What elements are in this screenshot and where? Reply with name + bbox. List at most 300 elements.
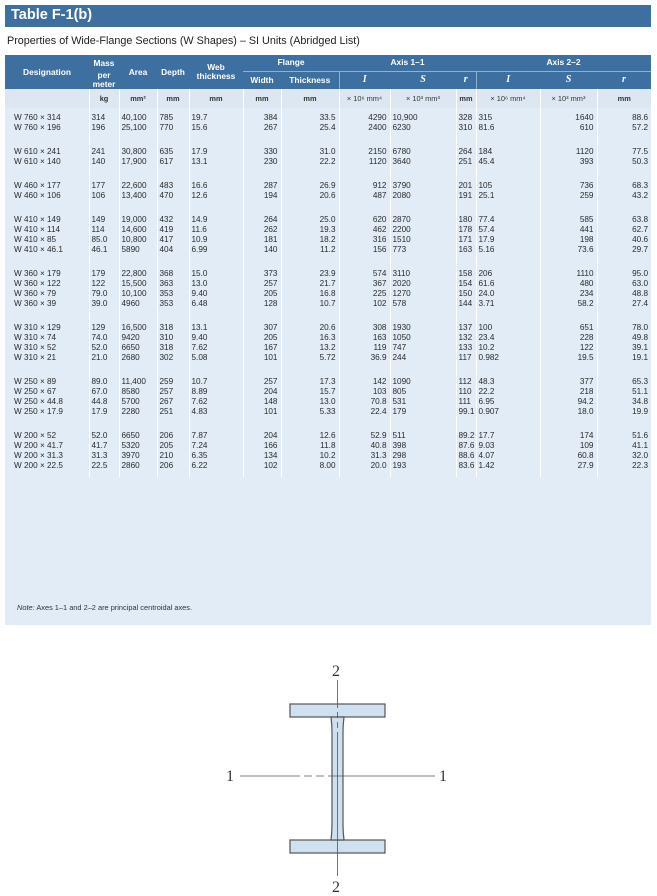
value-cell: 19.1 — [597, 353, 651, 363]
value-cell: 6.95 — [476, 397, 540, 407]
table-row — [5, 451, 651, 461]
designation-cell: W 410 × 149 — [14, 215, 61, 224]
value-cell: 14,600 — [119, 225, 157, 235]
unit-area: mm² — [119, 89, 157, 108]
value-cell: 17.9 — [189, 147, 243, 157]
value-cell: 13.0 — [189, 279, 243, 289]
value-cell: 1120 — [540, 147, 597, 157]
value-cell: 2150 — [339, 147, 390, 157]
designation-cell: W 200 × 31.3 — [14, 451, 63, 460]
value-cell: 88.6 — [456, 451, 476, 461]
group-spacer — [5, 167, 651, 181]
value-cell: 74.0 — [89, 333, 119, 343]
table-row — [5, 157, 651, 167]
col-axis22-I: I — [476, 71, 540, 89]
value-cell: 7.62 — [189, 343, 243, 353]
value-cell: 0.982 — [476, 353, 540, 363]
value-cell: 16.6 — [189, 181, 243, 191]
value-cell: 419 — [157, 225, 189, 235]
unit-web: mm — [189, 89, 243, 108]
value-cell: 8580 — [119, 387, 157, 397]
value-cell: 102 — [243, 461, 281, 471]
value-cell: 773 — [390, 245, 456, 255]
value-cell: 12.6 — [281, 431, 339, 441]
table-row — [5, 377, 651, 387]
value-cell: 251 — [456, 157, 476, 167]
axis-label-bottom: 2 — [332, 879, 340, 896]
value-cell: 2280 — [119, 407, 157, 417]
value-cell: 87.6 — [456, 441, 476, 451]
group-spacer — [5, 133, 651, 147]
value-cell: 4.83 — [189, 407, 243, 417]
designation-cell: W 310 × 74 — [14, 333, 57, 342]
table-note — [17, 603, 192, 612]
value-cell: 17.7 — [476, 431, 540, 441]
value-cell: 11.2 — [281, 245, 339, 255]
value-cell: 177 — [89, 181, 119, 191]
col-area: Area — [119, 55, 157, 89]
value-cell: 25.0 — [281, 215, 339, 225]
value-cell: 70.8 — [339, 397, 390, 407]
value-cell: 393 — [540, 157, 597, 167]
axis-label-right: 1 — [439, 768, 447, 785]
value-cell: 736 — [540, 181, 597, 191]
value-cell: 441 — [540, 225, 597, 235]
value-cell: 316 — [339, 235, 390, 245]
unit-axis22-r: mm — [597, 89, 651, 108]
value-cell: 1930 — [390, 323, 456, 333]
value-cell: 2860 — [119, 461, 157, 471]
value-cell: 314 — [89, 113, 119, 123]
value-cell: 43.2 — [597, 191, 651, 201]
value-cell: 230 — [243, 157, 281, 167]
value-cell: 462 — [339, 225, 390, 235]
value-cell: 6.22 — [189, 461, 243, 471]
value-cell: 10,800 — [119, 235, 157, 245]
value-cell: 9.40 — [189, 289, 243, 299]
value-cell: 52.9 — [339, 431, 390, 441]
value-cell: 78.0 — [597, 323, 651, 333]
value-cell: 5.08 — [189, 353, 243, 363]
value-cell: 144 — [456, 299, 476, 309]
value-cell: 785 — [157, 113, 189, 123]
value-cell: 17.9 — [476, 235, 540, 245]
value-cell: 770 — [157, 123, 189, 133]
value-cell: 206 — [476, 269, 540, 279]
value-cell: 368 — [157, 269, 189, 279]
properties-table — [5, 55, 651, 477]
unit-designation — [5, 89, 89, 108]
designation-cell: W 360 × 39 — [14, 299, 57, 308]
value-cell: 19.3 — [281, 225, 339, 235]
unit-depth: mm — [157, 89, 189, 108]
value-cell: 114 — [89, 225, 119, 235]
value-cell: 620 — [339, 215, 390, 225]
wide-flange-section-diagram — [0, 640, 657, 896]
value-cell: 20.6 — [281, 191, 339, 201]
value-cell: 11.8 — [281, 441, 339, 451]
value-cell: 65.3 — [597, 377, 651, 387]
col-axis11-S: S — [390, 71, 456, 89]
value-cell: 40.6 — [597, 235, 651, 245]
value-cell: 210 — [157, 451, 189, 461]
value-cell: 487 — [339, 191, 390, 201]
value-cell: 25.1 — [476, 191, 540, 201]
value-cell: 150 — [456, 289, 476, 299]
value-cell: 16.8 — [281, 289, 339, 299]
designation-cell: W 200 × 52 — [14, 431, 57, 440]
value-cell: 119 — [339, 343, 390, 353]
table-row — [5, 353, 651, 363]
value-cell: 16.3 — [281, 333, 339, 343]
value-cell: 83.6 — [456, 461, 476, 471]
value-cell: 79.0 — [89, 289, 119, 299]
value-cell: 225 — [339, 289, 390, 299]
col-axis11-I: I — [339, 71, 390, 89]
value-cell: 315 — [476, 113, 540, 123]
col-web-thickness — [189, 55, 243, 89]
value-cell: 1270 — [390, 289, 456, 299]
table-row — [5, 407, 651, 417]
value-cell: 149 — [89, 215, 119, 225]
value-cell: 20.6 — [281, 323, 339, 333]
value-cell: 132 — [456, 333, 476, 343]
value-cell: 29.7 — [597, 245, 651, 255]
value-cell: 106 — [89, 191, 119, 201]
value-cell: 101 — [243, 353, 281, 363]
properties-table-panel — [5, 55, 651, 625]
value-cell: 23.9 — [281, 269, 339, 279]
value-cell: 5890 — [119, 245, 157, 255]
value-cell: 298 — [390, 451, 456, 461]
value-cell: 22,600 — [119, 181, 157, 191]
value-cell: 133 — [456, 343, 476, 353]
value-cell: 88.6 — [597, 113, 651, 123]
value-cell: 39.1 — [597, 343, 651, 353]
value-cell: 404 — [157, 245, 189, 255]
col-web-line2: thickness — [196, 71, 236, 81]
table-subtitle: Properties of Wide-Flange Sections (W Shapes) – SI Units (Abridged List) — [7, 35, 360, 47]
col-group-axis-22: Axis 2–2 — [476, 55, 651, 71]
value-cell: 142 — [339, 377, 390, 387]
value-cell: 206 — [157, 461, 189, 471]
note-text: Axes 1–1 and 2–2 are principal centroidal axes. — [36, 603, 193, 612]
value-cell: 262 — [243, 225, 281, 235]
value-cell: 585 — [540, 215, 597, 225]
value-cell: 531 — [390, 397, 456, 407]
designation-cell: W 310 × 21 — [14, 353, 57, 362]
value-cell: 156 — [339, 245, 390, 255]
value-cell: 13.2 — [281, 343, 339, 353]
value-cell: 15.6 — [189, 123, 243, 133]
table-row — [5, 147, 651, 157]
value-cell: 166 — [243, 441, 281, 451]
value-cell: 5.16 — [476, 245, 540, 255]
value-cell: 22.3 — [597, 461, 651, 471]
value-cell: 3.71 — [476, 299, 540, 309]
value-cell: 483 — [157, 181, 189, 191]
value-cell: 3110 — [390, 269, 456, 279]
value-cell: 318 — [157, 323, 189, 333]
table-row — [5, 235, 651, 245]
value-cell: 63.8 — [597, 215, 651, 225]
value-cell: 328 — [456, 113, 476, 123]
value-cell: 18.2 — [281, 235, 339, 245]
group-spacer — [5, 417, 651, 431]
value-cell: 206 — [157, 431, 189, 441]
designation-cell: W 760 × 314 — [14, 113, 61, 122]
value-cell: 20.0 — [339, 461, 390, 471]
designation-cell: W 360 × 179 — [14, 269, 61, 278]
value-cell: 259 — [157, 377, 189, 387]
value-cell: 353 — [157, 289, 189, 299]
value-cell: 218 — [540, 387, 597, 397]
col-depth: Depth — [157, 55, 189, 89]
value-cell: 81.6 — [476, 123, 540, 133]
value-cell: 140 — [89, 157, 119, 167]
value-cell: 48.8 — [597, 289, 651, 299]
value-cell: 1050 — [390, 333, 456, 343]
value-cell: 22.4 — [339, 407, 390, 417]
value-cell: 103 — [339, 387, 390, 397]
value-cell: 205 — [243, 289, 281, 299]
value-cell: 41.7 — [89, 441, 119, 451]
value-cell: 8.00 — [281, 461, 339, 471]
value-cell: 10.2 — [281, 451, 339, 461]
value-cell: 353 — [157, 299, 189, 309]
value-cell: 617 — [157, 157, 189, 167]
value-cell: 228 — [540, 333, 597, 343]
value-cell: 22,800 — [119, 269, 157, 279]
value-cell: 45.4 — [476, 157, 540, 167]
value-cell: 470 — [157, 191, 189, 201]
designation-cell: W 250 × 17.9 — [14, 407, 63, 416]
value-cell: 18.0 — [540, 407, 597, 417]
value-cell: 377 — [540, 377, 597, 387]
axis-label-left: 1 — [226, 768, 234, 785]
value-cell: 10.7 — [281, 299, 339, 309]
value-cell: 110 — [456, 387, 476, 397]
designation-cell: W 610 × 140 — [14, 157, 61, 166]
value-cell: 257 — [243, 279, 281, 289]
table-row — [5, 387, 651, 397]
value-cell: 7.62 — [189, 397, 243, 407]
value-cell: 14.9 — [189, 215, 243, 225]
value-cell: 22.5 — [89, 461, 119, 471]
designation-cell: W 310 × 129 — [14, 323, 61, 332]
designation-cell: W 200 × 41.7 — [14, 441, 63, 450]
value-cell: 100 — [476, 323, 540, 333]
value-cell: 6.48 — [189, 299, 243, 309]
value-cell: 41.1 — [597, 441, 651, 451]
value-cell: 89.2 — [456, 431, 476, 441]
value-cell: 267 — [243, 123, 281, 133]
value-cell: 2680 — [119, 353, 157, 363]
value-cell: 33.5 — [281, 113, 339, 123]
value-cell: 50.3 — [597, 157, 651, 167]
value-cell: 163 — [456, 245, 476, 255]
value-cell: 1640 — [540, 113, 597, 123]
value-cell: 5320 — [119, 441, 157, 451]
value-cell: 57.4 — [476, 225, 540, 235]
designation-cell: W 410 × 46.1 — [14, 245, 63, 254]
designation-cell: W 410 × 85 — [14, 235, 57, 244]
designation-cell: W 250 × 89 — [14, 377, 57, 386]
designation-cell: W 360 × 122 — [14, 279, 61, 288]
value-cell: 73.6 — [540, 245, 597, 255]
value-cell: 122 — [540, 343, 597, 353]
value-cell: 101 — [243, 407, 281, 417]
table-row — [5, 289, 651, 299]
col-mass-line2: per — [97, 70, 111, 81]
value-cell: 511 — [390, 431, 456, 441]
value-cell: 310 — [456, 123, 476, 133]
value-cell: 61.6 — [476, 279, 540, 289]
table-body — [5, 108, 651, 477]
value-cell: 44.8 — [89, 397, 119, 407]
value-cell: 3970 — [119, 451, 157, 461]
value-cell: 7.87 — [189, 431, 243, 441]
value-cell: 4.07 — [476, 451, 540, 461]
col-axis22-r: r — [597, 71, 651, 89]
value-cell: 9.40 — [189, 333, 243, 343]
value-cell: 128 — [243, 299, 281, 309]
value-cell: 137 — [456, 323, 476, 333]
group-spacer — [5, 255, 651, 269]
value-cell: 22.2 — [476, 387, 540, 397]
value-cell: 204 — [243, 431, 281, 441]
designation-cell: W 310 × 52 — [14, 343, 57, 352]
value-cell: 201 — [456, 181, 476, 191]
value-cell: 330 — [243, 147, 281, 157]
value-cell: 3640 — [390, 157, 456, 167]
value-cell: 805 — [390, 387, 456, 397]
value-cell: 4290 — [339, 113, 390, 123]
value-cell: 99.1 — [456, 407, 476, 417]
unit-mass: kg — [89, 89, 119, 108]
value-cell: 63.0 — [597, 279, 651, 289]
value-cell: 287 — [243, 181, 281, 191]
value-cell: 19.5 — [540, 353, 597, 363]
value-cell: 49.8 — [597, 333, 651, 343]
group-spacer — [5, 201, 651, 215]
value-cell: 7.24 — [189, 441, 243, 451]
note-label: Note: — [17, 603, 35, 612]
value-cell: 19,000 — [119, 215, 157, 225]
value-cell: 179 — [89, 269, 119, 279]
unit-axis22-I: × 10⁶ mm⁴ — [476, 89, 540, 108]
value-cell: 367 — [339, 279, 390, 289]
value-cell: 13.0 — [281, 397, 339, 407]
value-cell: 21.0 — [89, 353, 119, 363]
value-cell: 2400 — [339, 123, 390, 133]
value-cell: 68.3 — [597, 181, 651, 191]
col-designation: Designation — [5, 55, 89, 89]
value-cell: 32.0 — [597, 451, 651, 461]
value-cell: 30,800 — [119, 147, 157, 157]
value-cell: 179 — [390, 407, 456, 417]
value-cell: 363 — [157, 279, 189, 289]
value-cell: 25,100 — [119, 123, 157, 133]
value-cell: 134 — [243, 451, 281, 461]
col-group-axis-11: Axis 1–1 — [339, 55, 476, 71]
value-cell: 117 — [456, 353, 476, 363]
value-cell: 1090 — [390, 377, 456, 387]
value-cell: 154 — [456, 279, 476, 289]
designation-cell: W 200 × 22.5 — [14, 461, 63, 470]
value-cell: 373 — [243, 269, 281, 279]
table-row — [5, 269, 651, 279]
unit-axis11-I: × 10⁶ mm⁴ — [339, 89, 390, 108]
value-cell: 8.89 — [189, 387, 243, 397]
table-row — [5, 215, 651, 225]
col-flange-thickness: Thickness — [281, 71, 339, 89]
value-cell: 259 — [540, 191, 597, 201]
value-cell: 9420 — [119, 333, 157, 343]
value-cell: 307 — [243, 323, 281, 333]
value-cell: 1120 — [339, 157, 390, 167]
value-cell: 17.3 — [281, 377, 339, 387]
value-cell: 6650 — [119, 343, 157, 353]
col-mass-line1: Mass — [89, 55, 119, 71]
value-cell: 635 — [157, 147, 189, 157]
value-cell: 17.9 — [89, 407, 119, 417]
value-cell: 12.6 — [189, 191, 243, 201]
designation-cell: W 410 × 114 — [14, 225, 61, 234]
designation-cell: W 360 × 79 — [14, 289, 57, 298]
value-cell: 318 — [157, 343, 189, 353]
value-cell: 95.0 — [597, 269, 651, 279]
table-row — [5, 191, 651, 201]
value-cell: 4960 — [119, 299, 157, 309]
value-cell: 480 — [540, 279, 597, 289]
value-cell: 3790 — [390, 181, 456, 191]
value-cell: 432 — [157, 215, 189, 225]
designation-cell: W 250 × 67 — [14, 387, 57, 396]
value-cell: 205 — [243, 333, 281, 343]
col-flange-width: Width — [243, 71, 281, 89]
designation-cell: W 250 × 44.8 — [14, 397, 63, 406]
group-spacer — [5, 309, 651, 323]
value-cell: 610 — [540, 123, 597, 133]
designation-cell: W 460 × 106 — [14, 191, 61, 200]
value-cell: 2080 — [390, 191, 456, 201]
value-cell: 39.0 — [89, 299, 119, 309]
value-cell: 52.0 — [89, 431, 119, 441]
value-cell: 196 — [89, 123, 119, 133]
value-cell: 302 — [157, 353, 189, 363]
value-cell: 40.8 — [339, 441, 390, 451]
value-cell: 6780 — [390, 147, 456, 157]
value-cell: 651 — [540, 323, 597, 333]
col-mass-line3: meter — [92, 79, 116, 89]
value-cell: 13,400 — [119, 191, 157, 201]
table-row — [5, 323, 651, 333]
value-cell: 167 — [243, 343, 281, 353]
value-cell: 57.2 — [597, 123, 651, 133]
value-cell: 67.0 — [89, 387, 119, 397]
value-cell: 6650 — [119, 431, 157, 441]
value-cell: 267 — [157, 397, 189, 407]
col-web-line1: Web — [207, 62, 225, 73]
value-cell: 205 — [157, 441, 189, 451]
value-cell: 251 — [157, 407, 189, 417]
value-cell: 310 — [157, 333, 189, 343]
value-cell: 184 — [476, 147, 540, 157]
value-cell: 77.4 — [476, 215, 540, 225]
value-cell: 578 — [390, 299, 456, 309]
value-cell: 11,400 — [119, 377, 157, 387]
